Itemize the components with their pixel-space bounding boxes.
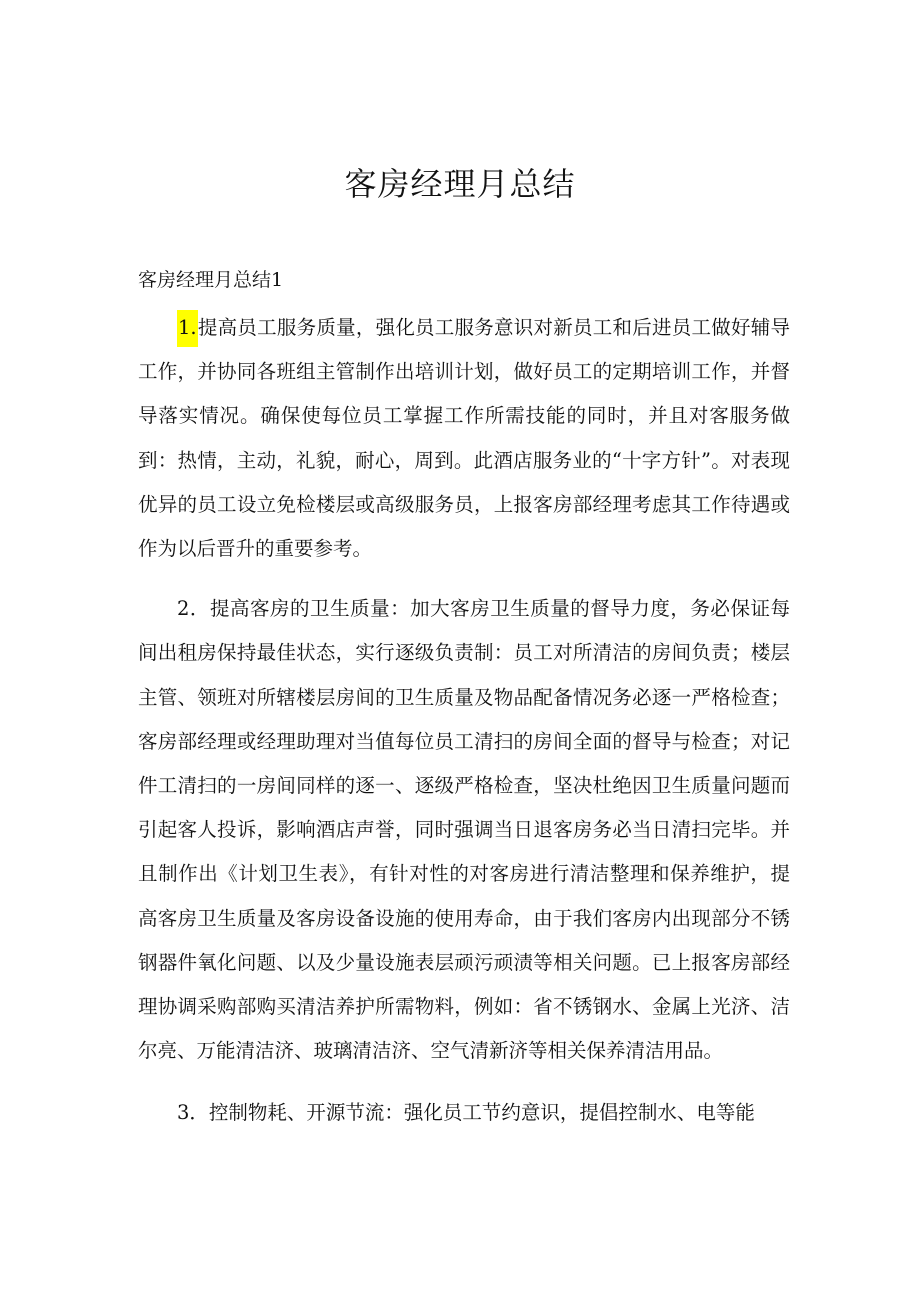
paragraph-1-text: 提高员工服务质量，强化员工服务意识对新员工和后进员工做好辅导工作，并协同各班组主管制作出培训计划，做好员工的定期培训工作，并督导落实情况。确保使每位员工掌握工作所需技能的同时，并且对客服务做到：热情，主动，礼貌，耐心，周到。此酒店服务业的“十字方针”。对表现优异的员工设立免检楼层或高级服务员，上报客房部经理考虑其工作待遇或作为以后晋升的重要参考。 (138, 316, 790, 561)
paragraph-3-number: 3． (177, 1101, 209, 1125)
paragraph-1-number-highlighted: 1. (177, 310, 198, 347)
paragraph-2-number: 2． (177, 597, 210, 621)
document-title: 客房经理月总结 (344, 165, 576, 203)
document-body (138, 306, 790, 1154)
paragraph-3 (138, 1091, 790, 1153)
document-subtitle: 客房经理月总结1 (138, 269, 284, 291)
paragraph-2-text: 提高客房的卫生质量：加大客房卫生质量的督导力度，务必保证每间出租房保持最佳状态，实行逐级负责制：员工对所清洁的房间负责；楼层主管、领班对所辖楼层房间的卫生质量及物品配备情况务必逐一严格检查；客房部经理或经理助理对当值每位员工清扫的房间全面的督导与检查；对记件工清扫的一房间同样的逐一、逐级严格检查，坚决杜绝因卫生质量问题而引起客人投诉，影响酒店声誉，同时强调当日退客房务必当日清扫完毕。并且制作出《计划卫生表》，有针对性的对客房进行清洁整理和保养维护，提高客房卫生质量及客房设备设施的使用寿命，由于我们客房内出现部分不锈钢器件氧化问题、以及少量设施表层顽污顽渍等相关问题。已上报客房部经理协调采购部购买清洁养护所需物料，例如：省不锈钢水、金属上光济、洁尔亮、万能清洁济、玻璃清洁济、空气清新济等相关保养清洁用品。 (138, 597, 790, 1063)
paragraph-2 (138, 587, 790, 1091)
paragraph-3-text: 控制物耗、开源节流：强化员工节约意识，提倡控制水、电等能 (208, 1101, 755, 1125)
paragraph-1 (138, 306, 790, 587)
